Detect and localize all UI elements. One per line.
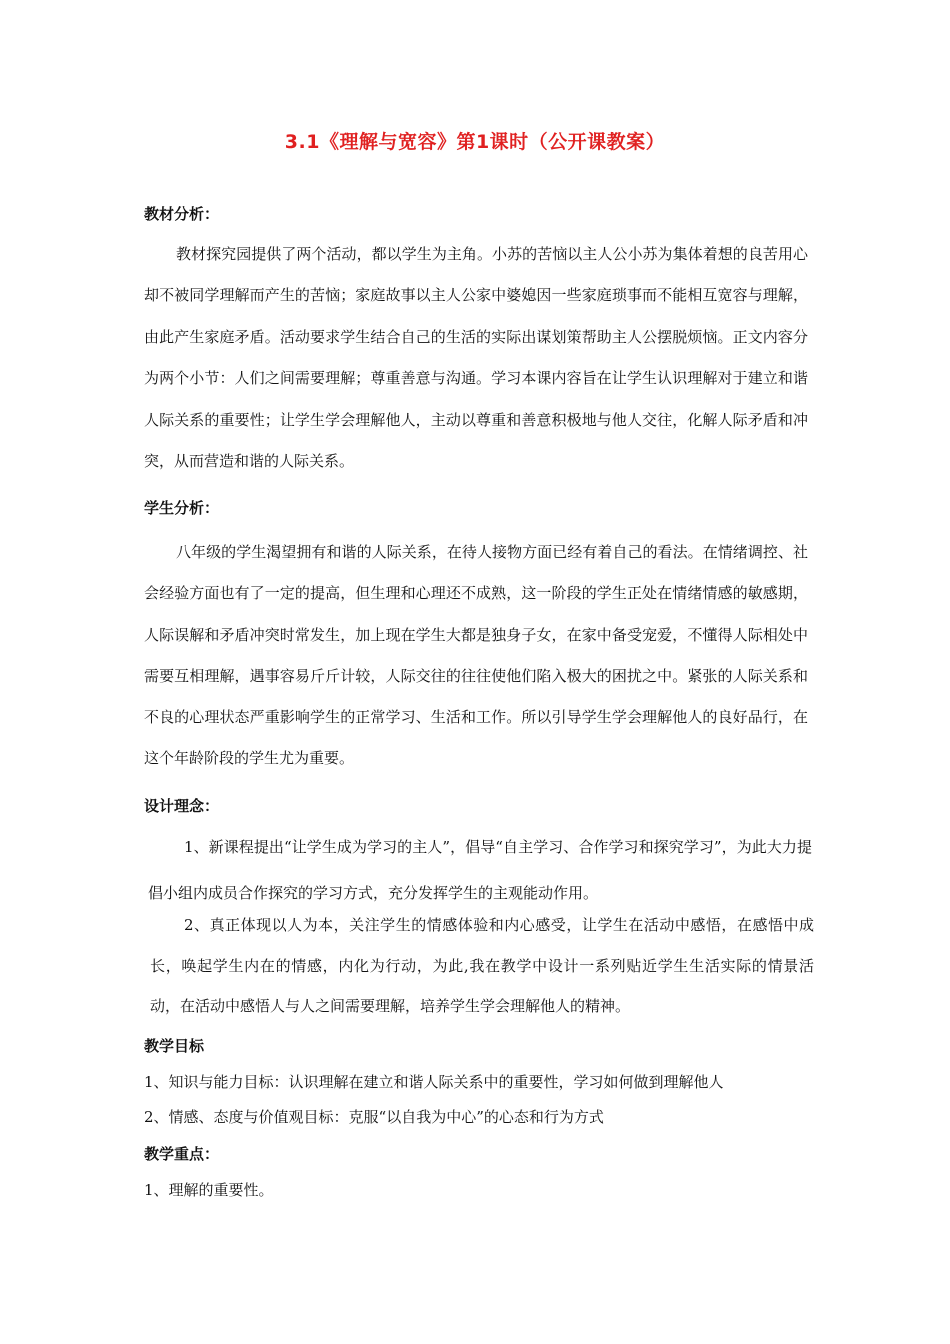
document-title: 3.1《理解与宽容》第1课时（公开课教案）: [284, 131, 666, 153]
teaching-focus-heading: 教学重点：: [144, 1145, 220, 1163]
design-concept-item-2: 2、真正体现以人为本，关注学生的情感体验和内心感受，让学生在活动中感悟，在感悟中成长，唤起学生内在的情感，内化为行动，为此,我在教学中设计一系列贴近学生生活实际的情景活动，在活动中感悟人与人之间需要理解，培养学生学会理解他人的精神。: [150, 916, 814, 1015]
student-analysis-heading: 学生分析：: [144, 499, 220, 517]
student-analysis-paragraph: 八年级的学生渴望拥有和谐的人际关系，在待人接物方面已经有着自己的看法。在情绪调控、社会经验方面也有了一定的提高，但生理和心理还不成熟，这一阶段的学生正处在情绪情感的敏感期，人际误解和矛盾冲突时常发生，加上现在学生大都是独身子女，在家中备受宠爱，不懂得人际相处中需要互相理解，遇事容易斤斤计较，人际交往的往往使他们陷入极大的困扰之中。紧张的人际关系和不良的心理状态严重影响学生的正常学习、生活和工作。所以引导学生学会理解他人的良好品行，在这个年龄阶段的学生尤为重要。: [144, 543, 808, 768]
teaching-goals-heading: 教学目标: [144, 1037, 205, 1055]
teaching-goal-2: 2、情感、态度与价值观目标：克服“以自我为中心”的心态和行为方式: [144, 1108, 604, 1126]
teaching-goal-1: 1、知识与能力目标：认识理解在建立和谐人际关系中的重要性，学习如何做到理解他人: [144, 1073, 724, 1091]
material-analysis-heading: 教材分析：: [144, 205, 220, 223]
material-analysis-paragraph: 教材探究园提供了两个活动，都以学生为主角。小苏的苦恼以主人公小苏为集体着想的良苦用心却不被同学理解而产生的苦恼；家庭故事以主人公家中婆媳因一些家庭琐事而不能相互宽容与理解，由此产生家庭矛盾。活动要求学生结合自己的生活的实际出谋划策帮助主人公摆脱烦恼。正文内容分为两个小节：人们之间需要理解；尊重善意与沟通。学习本课内容旨在让学生认识理解对于建立和谐人际关系的重要性；让学生学会理解他人，主动以尊重和善意积极地与他人交往，化解人际矛盾和冲突，从而营造和谐的人际关系。: [144, 245, 808, 471]
design-concept-item-1: 1、新课程提出“让学生成为学习的主人”，倡导“自主学习、合作学习和探究学习”，为此大力提倡小组内成员合作探究的学习方式，充分发挥学生的主观能动作用。: [148, 838, 812, 902]
teaching-focus-1: 1、理解的重要性。: [144, 1181, 274, 1199]
design-concept-heading: 设计理念：: [144, 797, 220, 815]
